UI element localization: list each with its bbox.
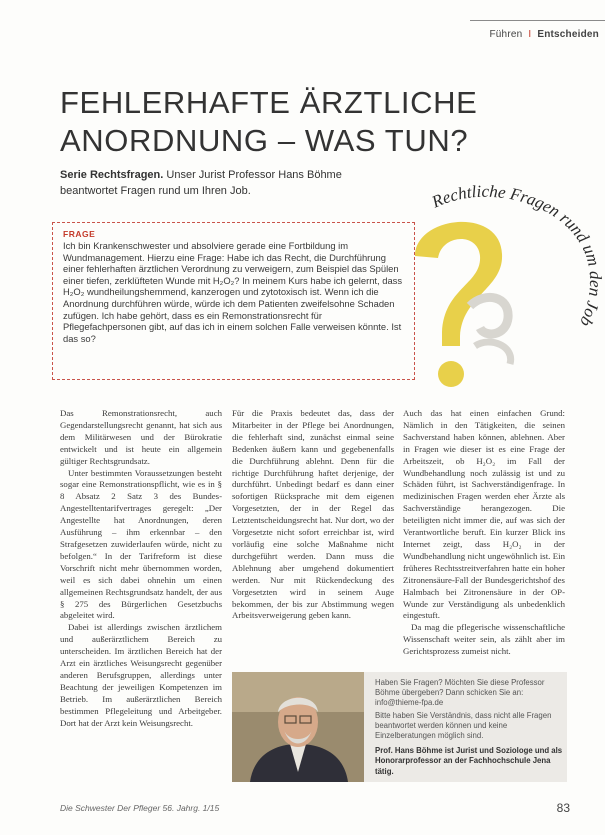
breadcrumb-section: Führen bbox=[489, 29, 523, 40]
svg-text:Rechtliche Fragen rund um den bbox=[428, 182, 605, 330]
side-label-text: Rechtliche Fragen rund um den Job bbox=[428, 181, 605, 330]
question-text: Ich bin Krankenschwester und absolviere gerade eine Fortbildung im Wundmanagement. Hierzu eine Frage: Habe ich das Recht, die Durchführung einer fehlerhaften ärztlichen Verordnung zu verweigern, zum Beispiel das Spülen einer tiefen, zerklüfteten Wunde mit H₂O₂? In meinem Kurs habe ich gelernt, dass H₂O₂ wundheilungshemmend, kanzerogen und zytotoxisch ist. Wenn ich die Anordnung durchführen würde, würde ich dem Patienten zweifelsohne Schaden zufügen. Ich habe gehört, dass es ein Remonstrationsrecht für Pflegefachpersonen gibt, auf das ich in einem solchen Falle verweisen könnte. Ist das so? bbox=[63, 240, 403, 344]
side-label-arc bbox=[425, 170, 605, 380]
breadcrumb bbox=[489, 29, 599, 40]
paragraph: Auch das hat einen einfachen Grund: Nämlich in den Tätigkeiten, die seinen Sachverstand haben können, ablehnen. Aber in Fragen wie dieser ist es eine Frage der Arbeitszeit, ob H₂O₂ im Fall der Wundbehandlung noch zulässig ist und zu Schäden führt, ist Sachverständigenfrage. In medizinischen Fragen werden eher Ärzte als Sachverständige herangezogen. Die beteiligten nicht immer die, auf was sich der Verantwortliche beruft. Ein kurzer Blick ins Internet zeigt, dass H₂O₂ in der Wundbehandlung nicht ungewöhnlich ist. Ein früheres Rechtsstreitverfahren hatte ein hoher Zitronensäure-Fall der Bundesgerichtshof des Halmbach bei Zitronensäure in der OP-Wunde zur Verständigung als unbedenklich eingestuft. bbox=[403, 408, 565, 621]
paragraph: Da mag die pflegerische wissenschaftliche Wissenschaft weiter sein, als zählt aber im Gerichtsprozess zumeist nicht. bbox=[403, 622, 565, 657]
publication-info: Die Schwester Der Pfleger 56. Jahrg. 1/15 bbox=[60, 803, 220, 813]
contact-callout: Haben Sie Fragen? Möchten Sie diese Professor Böhme übergeben? Dann schicken Sie an: info@thieme-fpa.de bbox=[375, 678, 545, 708]
text-column-2 bbox=[232, 408, 394, 668]
author-bio: Prof. Hans Böhme ist Jurist und Soziologe und als Honorarprofessor an der Fachhochschule Jena tätig. bbox=[375, 746, 563, 776]
paragraph: Unter bestimmten Voraussetzungen besteht sogar eine Remonstrationspflicht, wie es in § 8 Absatz 2 Satz 3 des Bundes-Angestelltentarifvertrages geregelt: „Der Angestellte hat Anordnungen, deren Ausführung – ihm erkennbar – den Strafgesetzen zuwiderlaufen würde, nicht zu befolgen.“ In der Tarifreform ist diese Vorschrift nicht mehr übernommen worden, weil es sich dabei ohnehin um einen allgemeinen Rechtsgrundsatz handelt, der aus § 275 des Bürgerlichen Gesetzbuchs abgeleitet wird. bbox=[60, 467, 222, 621]
page-footer bbox=[60, 803, 570, 815]
author-photo bbox=[232, 672, 364, 782]
breadcrumb-subsection: Entscheiden bbox=[537, 29, 599, 40]
text-column-1 bbox=[60, 408, 222, 828]
author-text bbox=[375, 678, 563, 777]
text-column-3 bbox=[403, 408, 565, 668]
paragraph: Das Remonstrationsrecht, auch Gegendarstellungsrecht genannt, hat sich aus dem Militärwesen und der Bürokratie entwickelt und ist heute ein allgemein gültiger Rechtsgrundsatz. bbox=[60, 408, 222, 466]
page-number: 83 bbox=[556, 801, 570, 815]
header-rule bbox=[470, 20, 605, 21]
intro-text: Unser Jurist Professor Hans Böhme beantwortet Fragen rund um Ihren Job. bbox=[60, 169, 342, 197]
disclaimer-note: Bitte haben Sie Verständnis, dass nicht alle Fragen beantwortet werden können und keine Einzelberatungen möglich sind. bbox=[375, 710, 552, 741]
question-box bbox=[52, 222, 415, 380]
intro-lead: Serie Rechtsfragen. bbox=[60, 169, 164, 181]
paragraph: Für die Praxis bedeutet das, dass der Mitarbeiter in der Pflege bei Anordnungen, die fehlerhaft sind, zunächst einmal seine Bedenken äußern kann und gegebenenfalls die Durchführung ablehnt. Denn für die richtige Durchführung haftet derjenige, der durchführt. Unbedingt bedarf es dann einer sofortigen Rücksprache mit dem eigenen Vorgesetzten, der in der Regel das Letztentscheidungsrecht hat. Nur dort, wo der Vorgesetzte nicht sofort erreichbar ist, wird vorläufig eine solche Maßnahme nicht durchgeführt werden. Dann muss die Ablehnung aber umgehend dokumentiert werden. Nur mit Rückendeckung des Vorgesetzten wird in seinem Auge bekommen, der bis zur Abstimmung wegen Arbeitsverweigerung geben kann. bbox=[232, 408, 394, 621]
question-label: FRAGE bbox=[63, 229, 96, 239]
article-title: FEHLERHAFTE ÄRZTLICHE ANORDNUNG – WAS TUN? bbox=[60, 85, 478, 158]
header-bar bbox=[0, 0, 605, 48]
paragraph: Dabei ist allerdings zwischen ärztlichem und außerärztlichem Bereich zu unterscheiden. Im ärztlichen Bereich hat der Arzt ein ärztliches Weisungsrecht gegenüber anderen Berufsgruppen, allerdings unter Beachtung der jeweiligen Kompetenzen im Betrieb. Im außerärztlichen Bereich bestimmen Pflegeleitung und Arbeitgeber. Dort hat der Arzt kein Weisungsrecht. bbox=[60, 622, 222, 728]
author-box bbox=[232, 672, 567, 782]
article-intro bbox=[60, 167, 360, 199]
breadcrumb-separator: I bbox=[528, 29, 532, 40]
